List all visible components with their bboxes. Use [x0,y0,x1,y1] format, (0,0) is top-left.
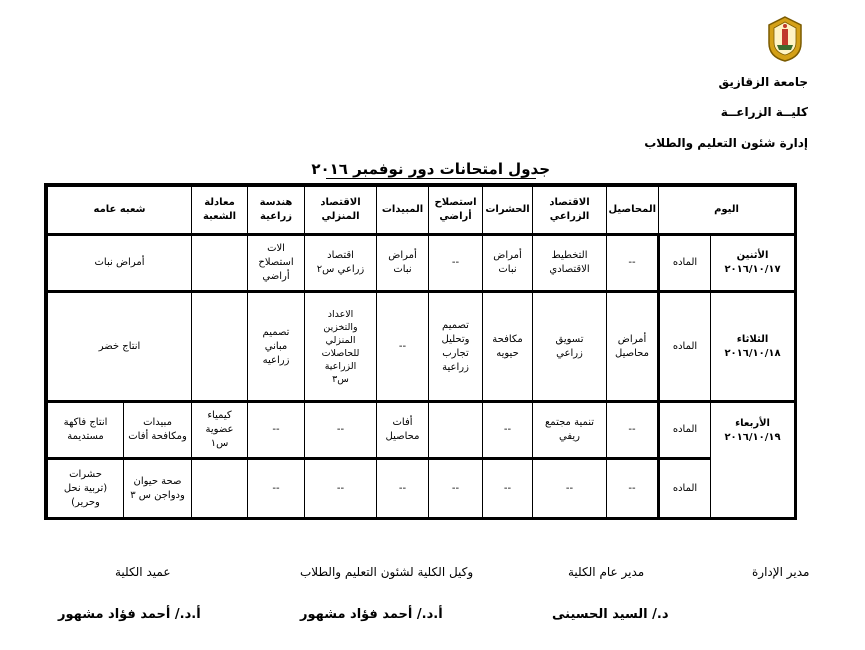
col-header-reclamation: استصلاح أراضي [429,187,483,235]
row-label: الماده [659,292,711,402]
table-cell: أفات محاصيل [377,402,429,459]
col-header-crops: المحاصيل [607,187,659,235]
col-header-home-econ: الاقتصاد المنزلي [305,187,377,235]
table-header-row [48,187,795,235]
table-cell: أمراض نبات [48,235,192,292]
col-header-equiv: معادلة الشعبة [192,187,248,235]
table-cell: انتاج خضر [48,292,192,402]
signature-name-general-director: د./ السيد الحسينى [552,607,669,622]
table-cell: تصميم وتحليل تجارب زراعية [429,292,483,402]
col-header-agri-econ: الاقتصاد الزراعي [533,187,607,235]
row-label: الماده [659,235,711,292]
col-header-general: شعبه عامه [48,187,192,235]
table-cell: صحة حيوان ودواجن س ٣ [124,459,192,518]
col-header-pesticides: المبيدات [377,187,429,235]
faculty-name: كليــة الزراعــة [720,105,808,119]
signature-name-vice-dean: أ.د./ أحمد فؤاد مشهور [300,607,443,622]
signature-role-vice-dean: وكيل الكلية لشئون التعليم والطلاب [300,565,474,579]
signature-role-general-director: مدير عام الكلية [568,565,645,579]
university-logo [765,15,805,63]
title-underline [326,178,536,179]
col-header-day: اليوم [659,187,795,235]
col-header-insects: الحشرات [483,187,533,235]
table-cell: -- [248,402,305,459]
table-cell: التخطيط الاقتصادي [533,235,607,292]
table-cell: تسويق زراعي [533,292,607,402]
table-cell: -- [429,459,483,518]
table-cell: مبيدات ومكافحة أفات [124,402,192,459]
department-name: إدارة شئون التعليم والطلاب [644,136,808,150]
table-cell [192,235,248,292]
table-cell: تصميم مباني زراعيه [248,292,305,402]
signature-name-dean: أ.د./ أحمد فؤاد مشهور [58,607,201,622]
row-label: الماده [659,402,711,459]
table-row [48,402,795,459]
day-cell: الأثنين ٢٠١٦/١٠/١٧ [711,235,795,292]
table-cell: -- [607,402,659,459]
table-cell: أمراض محاصيل [607,292,659,402]
table-cell: -- [429,235,483,292]
day-cell: الثلاثاء ٢٠١٦/١٠/١٨ [711,292,795,402]
table-cell: -- [377,292,429,402]
table-cell: الاعداد والتخزين المنزلي للحاصلات الزراعية س٣ [305,292,377,402]
table-cell: حشرات (تربية نحل وحرير) [48,459,124,518]
table-cell: الات استصلاح أراضي [248,235,305,292]
university-name: جامعة الزقازيق [718,75,808,89]
table-cell: -- [607,459,659,518]
table-cell: انتاج فاكهة مستديمة [48,402,124,459]
table-cell: أمراض نبات [377,235,429,292]
table-cell: -- [248,459,305,518]
day-cell: الأربعاء ٢٠١٦/١٠/١٩ [711,402,795,518]
table-cell: -- [305,402,377,459]
row-label: الماده [659,459,711,518]
table-cell: أمراض نبات [483,235,533,292]
page-title: جدول امتحانات دور نوفمبر ٢٠١٦ [311,160,550,178]
table-cell: -- [305,459,377,518]
table-cell [192,459,248,518]
table-cell [429,402,483,459]
table-cell: مكافحة حيويه [483,292,533,402]
col-header-agri-eng: هندسة زراعية [248,187,305,235]
table-cell: تنمية مجتمع ريفي [533,402,607,459]
table-cell: -- [483,402,533,459]
table-cell [192,292,248,402]
table-cell: -- [533,459,607,518]
signature-role-dean: عميد الكلية [115,565,171,579]
exam-schedule-table [47,186,795,518]
table-cell: -- [607,235,659,292]
table-cell: كيمياء عضوية س١ [192,402,248,459]
table-cell: -- [377,459,429,518]
table-row [48,459,795,518]
signature-role-admin-director: مدير الإدارة [752,565,810,579]
table-row [48,235,795,292]
table-cell: اقتصاد زراعي س٢ [305,235,377,292]
table-cell: -- [483,459,533,518]
table-row [48,292,795,402]
